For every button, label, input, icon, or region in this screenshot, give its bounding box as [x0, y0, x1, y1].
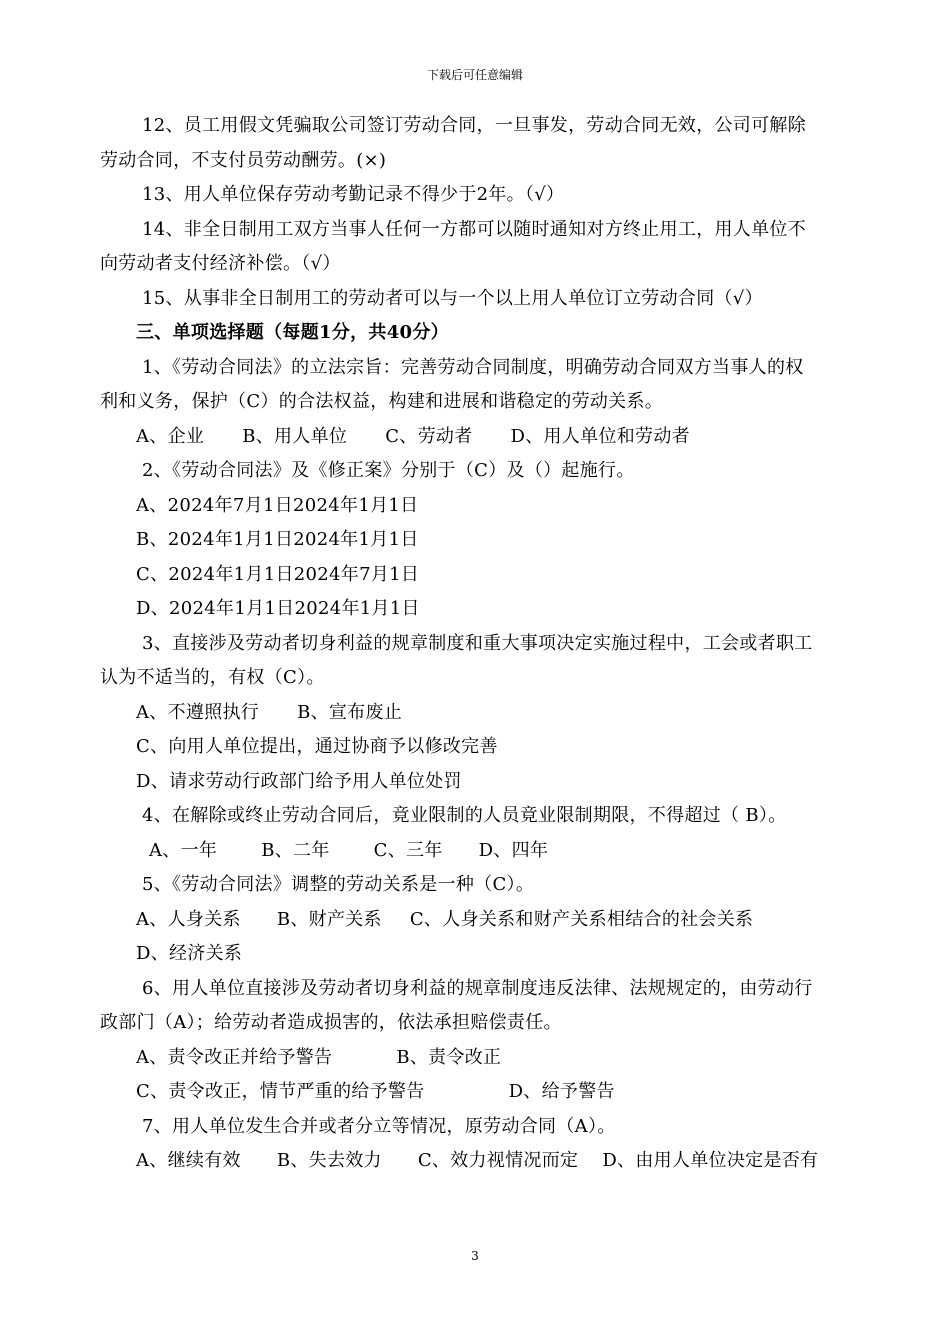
option: D、由用人单位决定是否有 — [602, 1150, 819, 1171]
question-7-options — [100, 1144, 852, 1179]
option: B、财产关系 — [276, 908, 382, 930]
question-3-line2: 认为不适当的，有权（C）。 — [100, 667, 325, 688]
tf-item-13: 13、用人单位保存劳动考勤记录不得少于2年。（√） — [142, 184, 565, 205]
question-7: 7、用人单位发生合并或者分立等情况，原劳动合同（A）。 — [142, 1115, 616, 1137]
question-4-options — [100, 834, 852, 869]
option: B、宣布废止 — [297, 701, 403, 723]
question-1-line1: 1、《劳动合同法》的立法宗旨：完善劳动合同制度，明确劳动合同双方当事人的权 — [142, 356, 804, 378]
question-1-line2: 利和义务，保护（C）的合法权益，构建和进展和谐稳定的劳动关系。 — [100, 391, 664, 412]
option: C、劳动者 — [385, 425, 473, 447]
tf-item-14-line2: 向劳动者支付经济补偿。（√） — [100, 253, 341, 274]
option: C、人身关系和财产关系相结合的社会关系 — [409, 908, 754, 930]
document-body — [100, 109, 852, 1179]
question-3-option-d: D、请求劳动行政部门给予用人单位处罚 — [136, 770, 462, 792]
question-6-line2: 政部门（A）；给劳动者造成损害的，依法承担赔偿责任。 — [100, 1012, 562, 1033]
question-4: 4、在解除或终止劳动合同后，竟业限制的人员竟业限制期限，不得超过（ B）。 — [142, 805, 787, 826]
tf-item-12-line1: 12、员工用假文凭骗取公司签订劳动合同，一旦事发，劳动合同无效，公司可解除 — [142, 115, 807, 136]
tf-item-14-line1: 14、非全日制用工双方当事人任何一方都可以随时通知对方终止用工，用人单位不 — [142, 218, 807, 240]
page-header: 下载后可任意编辑 — [426, 68, 523, 82]
option: C、效力视情况而定 — [417, 1150, 579, 1171]
option: A、责令改正并给予警告 — [136, 1046, 333, 1068]
tf-item-12-line2: 劳动合同，不支付员劳动酬劳。(×) — [100, 149, 387, 171]
page-number: 3 — [471, 1249, 479, 1263]
question-6-options-cd — [100, 1075, 852, 1110]
option: B、责令改正 — [396, 1046, 502, 1068]
tf-item-15: 15、从事非全日制用工的劳动者可以与一个以上用人单位订立劳动合同（√） — [142, 287, 763, 309]
option: B、用人单位 — [242, 425, 348, 447]
question-2: 2、《劳动合同法》及《修正案》分别于（C）及（）起施行。 — [142, 460, 635, 481]
question-6-line1: 6、用人单位直接涉及劳动者切身利益的规章制度违反法律、法规规定的，由劳动行 — [142, 977, 813, 999]
question-2-option-c: C、2024年1月1日2024年7月1日 — [136, 563, 420, 585]
option: C、三年 — [373, 839, 443, 861]
option: A、企业 — [136, 425, 205, 447]
question-2-option-a: A、2024年7月1日2024年1月1日 — [136, 494, 419, 516]
question-3-options-ab — [100, 696, 852, 731]
option: D、给予警告 — [508, 1081, 615, 1102]
option: D、四年 — [478, 839, 549, 861]
question-6-options-ab — [100, 1041, 852, 1076]
section-heading: 三、单项选择题（每题1分，共40分） — [136, 322, 449, 343]
question-2-option-b: B、2024年1月1日2024年1月1日 — [136, 529, 419, 550]
option: B、二年 — [261, 839, 330, 861]
option: C、责令改正，情节严重的给予警告 — [136, 1081, 425, 1102]
option: A、不遵照执行 — [136, 701, 260, 723]
question-3-option-c: C、向用人单位提出，通过协商予以修改完善 — [136, 736, 498, 757]
option: A、人身关系 — [136, 908, 241, 930]
question-5-options — [100, 903, 852, 938]
question-5: 5、《劳动合同法》调整的劳动关系是一种（C）。 — [142, 874, 535, 895]
option: A、一年 — [149, 839, 218, 861]
option: A、继续有效 — [136, 1150, 241, 1171]
question-5-option-d: D、经济关系 — [136, 943, 243, 964]
question-2-option-d: D、2024年1月1日2024年1月1日 — [136, 598, 420, 619]
option: B、失去效力 — [276, 1150, 382, 1171]
question-3-line1: 3、直接涉及劳动者切身利益的规章制度和重大事项决定实施过程中，工会或者职工 — [142, 632, 813, 654]
option: D、用人单位和劳动者 — [510, 425, 690, 447]
question-1-options — [100, 420, 852, 455]
